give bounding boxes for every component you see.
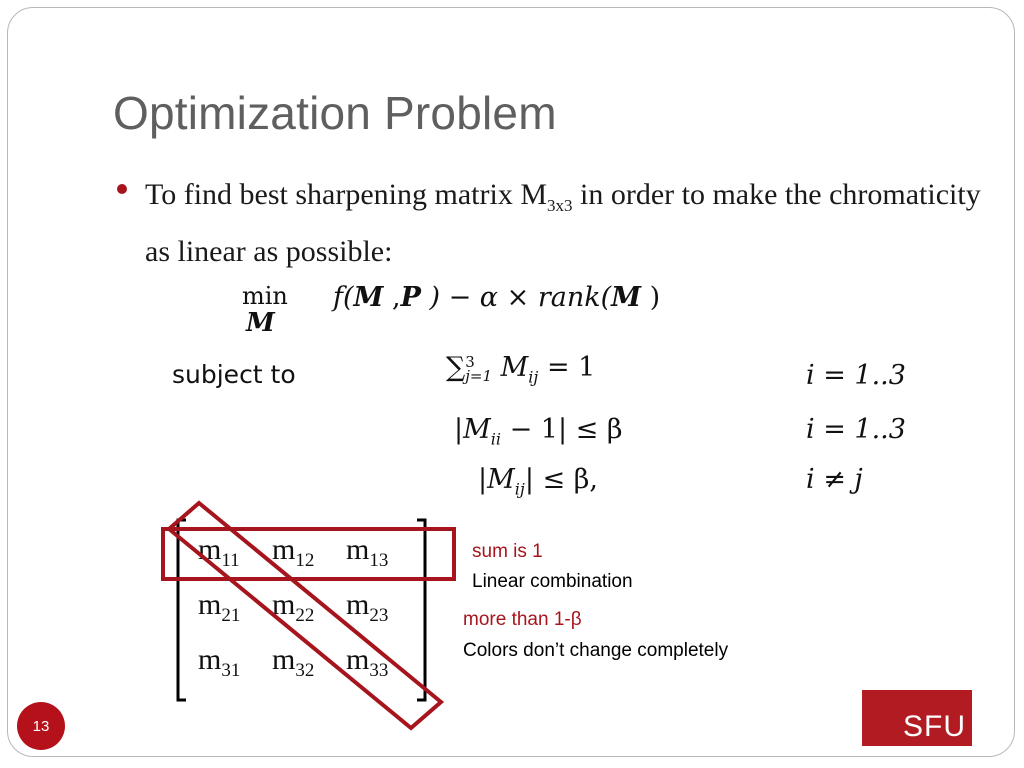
matrix-cell-22: $m_{22}$ — [272, 588, 315, 626]
matrix-cell-11: $m_{11}$ — [198, 533, 240, 571]
bullet-text-after: in order to make the chromaticity as linear as possible: — [145, 178, 981, 268]
sfu-logo-text: SFU — [903, 710, 966, 743]
slide-title: Optimization Problem — [113, 87, 557, 139]
diagonal-highlight-box — [169, 503, 441, 728]
constraint-offdiagonal-condition: i ≠ j — [806, 464, 863, 495]
slide-number: 13 — [32, 717, 50, 735]
annotation-sum-desc: Linear combination — [472, 571, 633, 592]
formula-min: min — [242, 282, 288, 310]
constraint-sum: ∑3 j=1 $M_{ij} = 1$ — [446, 352, 596, 387]
matrix-cell-21: $m_{21}$ — [198, 588, 241, 626]
matrix-cell-32: $m_{32}$ — [272, 643, 315, 681]
annotation-sum-label: sum is 1 — [472, 541, 543, 562]
constraint-diagonal-condition: i = 1..3 — [806, 414, 906, 445]
row-highlight-box — [163, 529, 454, 579]
subject-to-label: subject to — [172, 360, 296, 389]
matrix-cell-13: $m_{13}$ — [346, 533, 389, 571]
constraint-sum-condition: i = 1..3 — [806, 360, 906, 391]
constraint-offdiagonal: $|M_{ij}| \le \beta$, — [478, 464, 598, 499]
constraint-diagonal: $|M_{ii} - 1| \le \beta$ — [454, 414, 623, 449]
formula-min-var: M — [246, 308, 275, 338]
matrix-cell-31: $m_{31}$ — [198, 643, 241, 681]
bullet-text-before: To find best sharpening matrix M — [145, 178, 547, 211]
annotation-diag-label: more than 1-β — [463, 609, 582, 630]
formula-objective: f(M ,P ) − α × rank(M ) — [333, 282, 661, 313]
annotation-diag-desc: Colors don’t change completely — [463, 640, 729, 661]
matrix-cell-12: $m_{12}$ — [272, 533, 315, 571]
matrix-cell-33: $m_{33}$ — [346, 643, 389, 681]
sfu-logo — [862, 690, 972, 746]
bullet-subscript: 3x3 — [547, 196, 573, 215]
matrix-cell-23: $m_{23}$ — [346, 588, 389, 626]
slide-number-badge — [17, 702, 65, 750]
